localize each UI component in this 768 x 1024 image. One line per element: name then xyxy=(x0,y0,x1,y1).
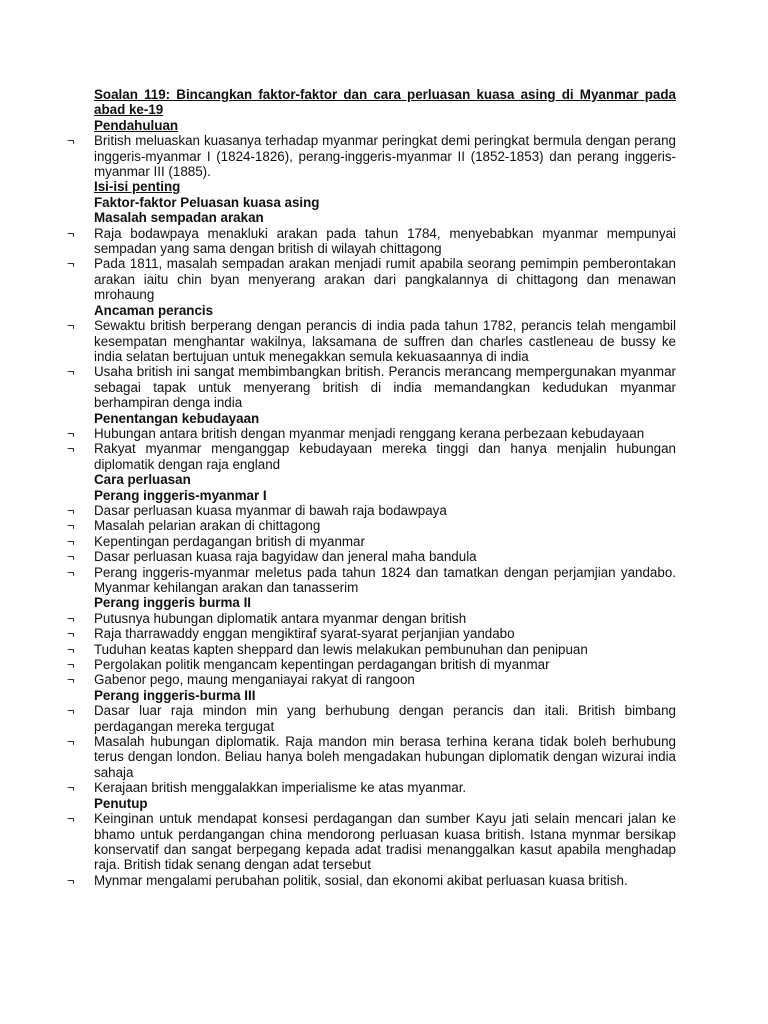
bullet-mark-icon: ¬ xyxy=(67,780,75,796)
section-heading: Cara perluasan xyxy=(94,472,191,488)
bullet-mark-icon: ¬ xyxy=(67,641,75,657)
bullet-mark-icon: ¬ xyxy=(67,672,75,688)
bullet-text: Perang inggeris-myanmar meletus pada tahun 1824 dan tamatkan dengan perjamjian yandabo. Myanmar kehilangan arakan dan tanasserim xyxy=(94,564,676,595)
bullet-item xyxy=(67,811,676,873)
bullet-item xyxy=(67,626,676,642)
bullet-text: Raja bodawpaya menakluki arakan pada tahun 1784, menyebabkan myanmar mempunyai sempadan yang sama dengan british di wilayah chittagong xyxy=(94,225,676,257)
section-heading: Ancaman perancis xyxy=(94,302,214,318)
bullet-text: British meluaskan kuasanya terhadap myanmar peringkat demi peringkat bermula dengan perang inggeris-myanmar I (1824-1826), perang-inggeris-myanmar II (1852-1853) dan perang inggeris-myanmar III (1885). xyxy=(94,133,676,180)
document-title: Soalan 119: Bincangkan faktor-faktor dan cara perluasan kuasa asing di Myanmar pada abad ke-19 xyxy=(94,87,676,118)
bullet-item xyxy=(67,641,676,657)
bullet-mark-icon: ¬ xyxy=(67,734,75,750)
bullet-mark-icon: ¬ xyxy=(67,533,75,549)
bullet-text: Mynmar mengalami perubahan politik, sosial, dan ekonomi akibat perluasan kuasa british. xyxy=(94,872,628,888)
bullet-text: Dasar perluasan kuasa myanmar di bawah raja bodawpaya xyxy=(94,502,447,518)
bullet-item xyxy=(67,564,676,596)
section-heading: Masalah sempadan arakan xyxy=(94,210,264,226)
bullet-mark-icon: ¬ xyxy=(67,872,75,888)
bullet-text: Pada 1811, masalah sempadan arakan menjadi rumit apabila seorang pemimpin pemberontakan arakan iaitu chin byan menyerang arakan dari pangkalannya di chittagong dan menawan mrohaung xyxy=(94,256,676,303)
bullet-text: Dasar luar raja mindon min yang berhubung dengan perancis dan itali. British bimbang perdagangan mereka tergugat xyxy=(94,703,676,734)
bullet-item xyxy=(67,549,676,565)
bullet-text: Kepentingan perdagangan british di myanmar xyxy=(94,533,365,549)
bullet-mark-icon: ¬ xyxy=(67,657,75,673)
bullet-text: Usaha british ini sangat membimbangkan british. Perancis merancang mempergunakan myanmar sebagai tapak untuk menyerang british di india memandangkan kedudukan myanmar berhampiran denga india xyxy=(94,364,676,411)
bullet-mark-icon: ¬ xyxy=(67,811,75,827)
bullet-text: Tuduhan keatas kapten sheppard dan lewis melakukan pembunuhan dan penipuan xyxy=(94,641,588,657)
bullet-mark-icon: ¬ xyxy=(67,318,75,334)
bullet-item xyxy=(67,657,676,673)
bullet-mark-icon: ¬ xyxy=(67,564,75,580)
section-heading: Perang inggeris-burma III xyxy=(94,687,256,703)
section-heading: Penentangan kebudayaan xyxy=(94,410,260,426)
bullet-text: Hubungan antara british dengan myanmar menjadi renggang kerana perbezaan kebudayaan xyxy=(94,425,645,441)
bullet-item xyxy=(67,441,676,472)
bullet-text: Sewaktu british berperang dengan perancis di india pada tahun 1782, perancis telah mengambil kesempatan menghantar wakilnya, laksamana de suffren dan charles castleneau de bussy ke india selatan bertujuan untuk menegakkan semula kekuasaannya di india xyxy=(94,318,676,364)
bullet-item xyxy=(67,672,676,688)
bullet-item xyxy=(67,225,676,257)
bullet-text: Masalah pelarian arakan di chittagong xyxy=(94,518,321,534)
section-heading: Perang inggeris-myanmar I xyxy=(94,487,267,503)
bullet-text: Keinginan untuk mendapat konsesi perdagangan dan sumber Kayu jati selain mencari jalan ke bhamo untuk perdangangan china mendorong perluasan kuasa british. Istana mynmar bersikap konservatif dan sangat berpegang kepada adat tradisi menanggalkan kasut apabila menghadap raja. British tidak senang dengan adat tersebut xyxy=(94,811,676,873)
bullet-text: Masalah hubungan diplomatik. Raja mandon min berasa terhina kerana tidak boleh berhubung terus dengan london. Beliau hanya boleh mengadakan hubungan diplomatik dengan wizurai india sahaja xyxy=(94,734,676,780)
bullet-item xyxy=(67,780,676,796)
bullet-item xyxy=(67,502,676,518)
bullet-mark-icon: ¬ xyxy=(67,549,75,565)
bullet-item xyxy=(67,610,676,626)
bullet-item xyxy=(67,533,676,549)
bullet-mark-icon: ¬ xyxy=(67,703,75,719)
section-heading: Isi-isi penting xyxy=(94,179,181,195)
bullet-text: Raja tharrawaddy enggan mengiktiraf syarat-syarat perjanjian yandabo xyxy=(94,626,515,642)
bullet-item xyxy=(67,734,676,780)
bullet-text: Putusnya hubungan diplomatik antara myanmar dengan british xyxy=(94,610,467,626)
bullet-item xyxy=(67,703,676,734)
section-heading: Faktor-faktor Peluasan kuasa asing xyxy=(94,194,320,210)
bullet-mark-icon: ¬ xyxy=(67,225,75,241)
bullet-mark-icon: ¬ xyxy=(67,610,75,626)
bullet-item xyxy=(67,318,676,364)
bullet-mark-icon: ¬ xyxy=(67,441,75,457)
bullet-mark-icon: ¬ xyxy=(67,518,75,534)
bullet-mark-icon: ¬ xyxy=(67,256,75,272)
bullet-mark-icon: ¬ xyxy=(67,133,75,149)
bullet-text: Rakyat myanmar menganggap kebudayaan mereka tinggi dan hanya menjalin hubungan diplomatik dengan raja england xyxy=(94,441,676,472)
bullet-item xyxy=(67,133,676,180)
bullet-text: Gabenor pego, maung menganiayai rakyat di rangoon xyxy=(94,672,415,688)
bullet-text: Pergolakan politik mengancam kepentingan perdagangan british di myanmar xyxy=(94,657,550,673)
bullet-item xyxy=(67,872,676,888)
bullet-item xyxy=(67,425,676,441)
bullet-mark-icon: ¬ xyxy=(67,502,75,518)
bullet-item xyxy=(67,518,676,534)
bullet-mark-icon: ¬ xyxy=(67,425,75,441)
bullet-mark-icon: ¬ xyxy=(67,364,75,380)
bullet-item xyxy=(67,256,676,303)
bullet-text: Kerajaan british menggalakkan imperialisme ke atas myanmar. xyxy=(94,780,467,796)
section-heading: Perang inggeris burma II xyxy=(94,595,252,611)
bullet-item xyxy=(67,364,676,411)
section-heading: Pendahuluan xyxy=(94,117,179,133)
section-heading: Penutup xyxy=(94,795,148,811)
document-body xyxy=(67,87,676,888)
bullet-mark-icon: ¬ xyxy=(67,626,75,642)
bullet-text: Dasar perluasan kuasa raja bagyidaw dan jeneral maha bandula xyxy=(94,549,477,565)
